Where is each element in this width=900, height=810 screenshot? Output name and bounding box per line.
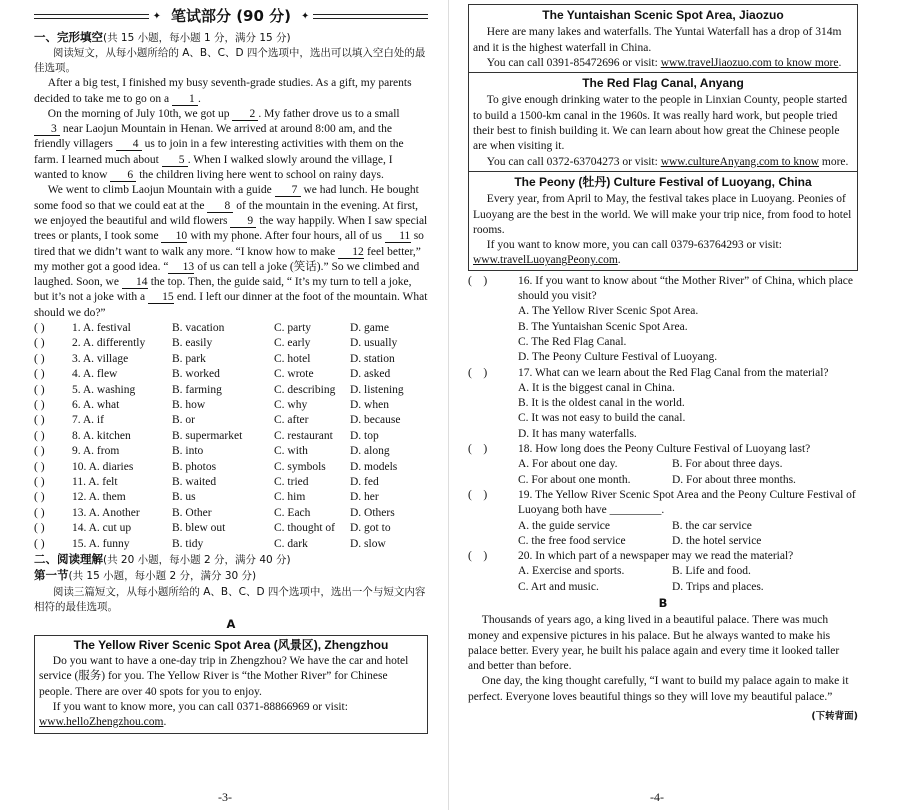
- option-row: ( ) 6. A. what B. how C. why D. when: [34, 398, 428, 413]
- option-row: ( ) 2. A. differently B. easily C. early D. usually: [34, 336, 428, 351]
- section1-instruction: 阅读短文，从每小题所给的 A、B、C、D 四个选项中，选出可以填入空白处的最佳选项。: [34, 47, 426, 75]
- blank: 11: [385, 230, 411, 243]
- question-16: ( ) 16. If you want to know about “the Mother River” of China, which place should you visit? A. The Yellow River Scenic Spot Area. B. The Yuntaishan Scenic Spot Area. C. The Red Flag Canal. D. The Peony Culture Festival of Luoyang.: [468, 274, 858, 366]
- cloze-paragraph: After a big test, I finished my busy seventh-grade studies. As a gift, my parents decided to take me to go on a 1 .: [34, 77, 412, 105]
- option-row: ( ) 10. A. diaries B. photos C. symbols D. models: [34, 460, 428, 475]
- option-row: ( ) 14. A. cut up B. blew out C. thought of D. got to: [34, 521, 428, 536]
- option-a: A. The Yellow River Scenic Spot Area.: [518, 305, 699, 318]
- left-column: [34, 0, 428, 810]
- option-row: ( ) 3. A. village B. park C. hotel D. station: [34, 352, 428, 367]
- cloze-options: [34, 321, 428, 552]
- blank: 15: [148, 291, 174, 304]
- option-row: ( ) 15. A. funny B. tidy C. dark D. slow: [34, 537, 428, 552]
- option-b: B. The Yuntaishan Scenic Spot Area.: [518, 320, 688, 333]
- blank: 14: [122, 276, 148, 289]
- cloze-paragraph: On the morning of July 10th, we got up 2 . My father drove us to a small 3 near Laojun Mountain in Henan. We arrived at around 8:00 am, and the friendly villagers 4 us to join in a few interesting activities with them on the farm. I learned much about 5 . When I walked slowly around the village, I wanted to know 6 the children living here went to school on rainy days.: [34, 107, 404, 182]
- question-17: ( ) 17. What can we learn about the Red Flag Canal from the material? A. It is the biggest canal in China. B. It is the oldest canal in the world. C. It was not easy to build the canal. D. It has many waterfalls.: [468, 366, 858, 442]
- box-title: The Peony (牡丹) Culture Festival of Luoyang, China: [514, 174, 812, 189]
- answer-paren[interactable]: ( ): [468, 274, 488, 287]
- option-row: ( ) 7. A. if B. or C. after D. because: [34, 413, 428, 428]
- continued-note: (下转背面): [811, 711, 858, 723]
- section2-heading: 二、阅读理解(共 20 小题，每小题 2 分，满分 40 分): [34, 551, 291, 566]
- option-row: ( ) 11. A. felt B. waited C. tried D. fed: [34, 475, 428, 490]
- answer-paren[interactable]: ( ): [34, 368, 45, 381]
- answer-paren[interactable]: ( ): [34, 506, 45, 519]
- option-b: B. the car service: [672, 519, 752, 532]
- box-paragraph: Do you want to have a one-day trip in Zhengzhou? We have the car and hotel service (服务) for you. The Yellow River is “the Mother River” for Chinese people. There are over 40 spots for you to enjoy.: [39, 655, 409, 698]
- answer-paren[interactable]: ( ): [34, 491, 45, 504]
- passage-b-paragraph: Thousands of years ago, a king lived in a beautiful palace. There was much money and expensive pictures in his palace. But he always wanted to make his palace better. Every year, he built his palace again and every time it looked taller and better than before.: [468, 614, 840, 673]
- answer-blank: _________.: [609, 504, 665, 517]
- page-number-left: -3-: [218, 790, 232, 804]
- title-decoration-right: [313, 13, 428, 21]
- option-d: D. For about three months.: [672, 473, 796, 486]
- blank: 1: [172, 93, 198, 106]
- passage-a-label: A: [226, 616, 236, 631]
- option-c: C. the free food service: [518, 534, 626, 547]
- website-link[interactable]: www.travelLuoyangPeony.com: [473, 254, 618, 267]
- option-a: A. Exercise and sports.: [518, 565, 625, 578]
- answer-paren[interactable]: ( ): [34, 460, 45, 473]
- blank: 10: [161, 230, 187, 243]
- blank: 13: [168, 261, 194, 274]
- passage-b-label: B: [658, 595, 668, 610]
- option-row: ( ) 9. A. from B. into C. with D. along: [34, 444, 428, 459]
- option-row: ( ) 4. A. flew B. worked C. wrote D. asked: [34, 367, 428, 382]
- answer-paren[interactable]: ( ): [468, 550, 488, 563]
- answer-paren[interactable]: ( ): [34, 399, 45, 411]
- answer-paren[interactable]: ( ): [34, 475, 45, 488]
- website-link[interactable]: www.cultureAnyang.com to know: [660, 155, 819, 168]
- answer-paren[interactable]: ( ): [34, 352, 45, 365]
- cloze-passage: [34, 76, 428, 321]
- right-column: [468, 4, 858, 810]
- box-paragraph: If you want to know more, you can call 0371-88866969 or visit: www.helloZhengzhou.com.: [39, 700, 348, 729]
- ornament-icon: ✦: [301, 11, 310, 23]
- answer-paren[interactable]: ( ): [34, 445, 45, 458]
- option-c: C. The Red Flag Canal.: [518, 335, 627, 348]
- option-c: C. Art and music.: [518, 580, 599, 593]
- option-b: B. For about three days.: [672, 458, 783, 471]
- option-d: D. the hotel service: [672, 534, 762, 547]
- option-a: A. For about one day.: [518, 458, 618, 471]
- answer-paren[interactable]: ( ): [34, 429, 45, 442]
- section-title-row: [34, 4, 428, 30]
- question-19: ( ) 19. The Yellow River Scenic Spot Area and the Peony Culture Festival of Luoyang both have _________. A. the guide service B. the car service C. the free food service D. the hotel service: [468, 488, 858, 549]
- option-b: B. It is the oldest canal in the world.: [518, 397, 685, 410]
- question-18: ( ) 18. How long does the Peony Culture Festival of Luoyang last? A. For about one day. B. For about three days. C. For about one month. D. For about three months.: [468, 442, 858, 488]
- info-box: [468, 4, 858, 271]
- option-d: D. It has many waterfalls.: [518, 427, 637, 440]
- answer-paren[interactable]: ( ): [34, 414, 45, 427]
- peony-festival-section: The Peony (牡丹) Culture Festival of Luoyang, China Every year, from April to May, the festival takes place in Luoyang. Peonies of Luoyang are the best in the world. We will make your trip nice, from food to hotel rooms. If you want to know more, you can call 0379-63764293 or visit: www.travelLuoyangPeony.com.: [473, 174, 852, 267]
- title-decoration-left: [34, 13, 149, 21]
- blank: 5: [162, 154, 188, 167]
- answer-paren[interactable]: ( ): [468, 488, 488, 501]
- option-row: ( ) 12. A. them B. us C. him D. her: [34, 490, 428, 505]
- answer-paren[interactable]: ( ): [34, 322, 45, 335]
- option-a: A. the guide service: [518, 519, 610, 532]
- website-link[interactable]: www.helloZhengzhou.com: [39, 716, 164, 729]
- reading-questions: [468, 274, 858, 595]
- passage-b-paragraph: One day, the king thought carefully, “I want to build my palace again to make it perfect. Everyone loves beautiful things so they will love my beautiful palace.”: [468, 675, 849, 703]
- option-a: A. It is the biggest canal in China.: [518, 381, 675, 394]
- option-c: C. It was not easy to build the canal.: [518, 412, 686, 425]
- box-title: The Yuntaishan Scenic Spot Area, Jiaozuo: [542, 8, 784, 22]
- question-20: ( ) 20. In which part of a newspaper may we read the material? A. Exercise and sports. B. Life and food. C. Art and music. D. Trips and places.: [468, 549, 858, 595]
- answer-paren[interactable]: ( ): [34, 337, 45, 350]
- blank: 4: [116, 138, 142, 151]
- answer-paren[interactable]: ( ): [34, 522, 45, 535]
- option-d: D. The Peony Culture Festival of Luoyang.: [518, 351, 718, 364]
- yellow-river-box: [34, 635, 428, 734]
- website-link[interactable]: www.travelJiaozuo.com to know more: [660, 56, 839, 69]
- option-c: C. For about one month.: [518, 473, 631, 486]
- option-row: ( ) 8. A. kitchen B. supermarket C. restaurant D. top: [34, 429, 428, 444]
- page-title: 笔试部分 (90 分): [170, 7, 292, 26]
- option-row: ( ) 13. A. Another B. Other C. Each D. Others: [34, 506, 428, 521]
- section2-instruction: 阅读三篇短文，从每小题所给的 A、B、C、D 四个选项中，选出一个与短文内容相符的最佳选项。: [34, 585, 426, 613]
- answer-paren[interactable]: ( ): [468, 366, 488, 379]
- red-flag-canal-section: The Red Flag Canal, Anyang To give enough drinking water to the people in Linxian County, people started to build a 1500-km canal in the 1960s. It was really hard work, but people tried their best to finish building it. We can learn about how great the Chinese people are when visiting it. You can call 0372-63704273 or visit: www.cultureAnyang.com to know more.: [469, 73, 857, 172]
- yuntaishan-section: The Yuntaishan Scenic Spot Area, Jiaozuo Here are many lakes and waterfalls. The Yuntai Waterfall has a drop of 314m and it is the highest waterfall in China. You can call 0391-85472696 or visit: www.travelJiaozuo.com to know more.: [469, 5, 857, 73]
- blank: 2: [232, 108, 258, 121]
- blank: 12: [338, 246, 364, 259]
- blank: 9: [230, 215, 256, 228]
- blank: 7: [275, 184, 301, 197]
- answer-paren[interactable]: ( ): [34, 383, 45, 396]
- answer-paren[interactable]: ( ): [34, 537, 45, 550]
- option-row: ( ) 1. A. festival B. vacation C. party D. game: [34, 321, 428, 336]
- section1-heading: 一、完形填空(共 15 小题，每小题 1 分，满分 15 分): [34, 30, 291, 44]
- cloze-paragraph: We went to climb Laojun Mountain with a guide 7 we had lunch. He bought some food so that we could eat at the 8 of the mountain in the evening. At first, we enjoyed the beautiful and wild flowers 9 the way happily. When I saw special trees or plants, I took some 10 with my phone. After four hours, all of us 11 so tired that we didn’t want to walk any more. “I know how to make 12 feel better,” my mother got a good idea. “ 13 of us can tell a joke (笑话).” So we climbed and laughed. Soon, we 14 the top. Then, the guide said, “ It’s my turn to tell a joke, but it’s not a joke with a 15 end. I left our dinner at the foot of the mountain. What should we do?”: [34, 184, 428, 319]
- part1-heading: 第一节(共 15 小题，每小题 2 分，满分 30 分): [34, 568, 257, 583]
- column-divider: [448, 0, 449, 810]
- page-number-right: -4-: [650, 790, 664, 804]
- option-b: B. Life and food.: [672, 565, 751, 578]
- blank: 6: [110, 169, 136, 182]
- box-title: The Yellow River Scenic Spot Area (风景区), Zhengzhou: [73, 637, 389, 652]
- ornament-icon: ✦: [152, 11, 161, 23]
- answer-paren[interactable]: ( ): [468, 443, 488, 456]
- option-d: D. Trips and places.: [672, 580, 764, 593]
- blank: 8: [207, 200, 233, 213]
- box-title: The Red Flag Canal, Anyang: [582, 76, 744, 91]
- option-row: ( ) 5. A. washing B. farming C. describing D. listening: [34, 383, 428, 398]
- blank: 3: [34, 123, 60, 136]
